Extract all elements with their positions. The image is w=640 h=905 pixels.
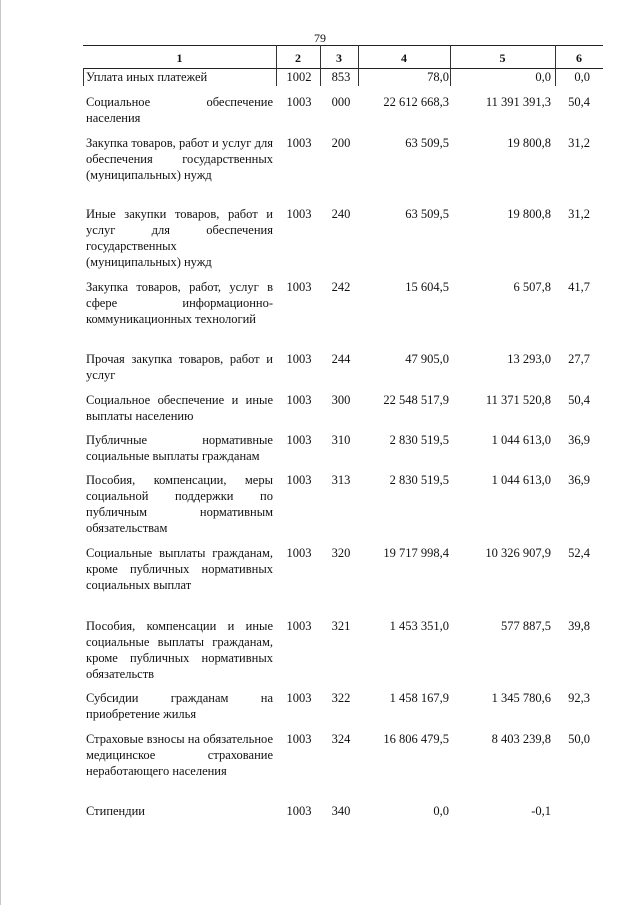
planned-value: 2 830 519,5 (389, 473, 449, 487)
expense-type-code: 242 (331, 280, 351, 294)
actual-value: 11 391 391,3 (485, 95, 551, 109)
row-name: Прочая закупка товаров, работ и услуг (86, 352, 273, 382)
row-divider (555, 68, 556, 86)
expense-type-code: 240 (331, 207, 351, 221)
column-header: 1 (176, 51, 183, 65)
expense-type-code: 310 (331, 433, 351, 447)
row-divider (83, 68, 84, 86)
percent-value: 52,4 (568, 546, 590, 560)
row-name: Социальное обеспечение населения (86, 95, 273, 125)
row-name: Социальные выплаты гражданам, кроме публичных нормативных социальных выплат (86, 546, 273, 592)
row-name: Закупка товаров, работ, услуг в сфере информационно-коммуникационных технологий (86, 280, 273, 326)
table-header (83, 46, 603, 68)
planned-value: 47 905,0 (405, 352, 449, 366)
planned-value: 63 509,5 (405, 207, 449, 221)
expense-type-code: 244 (331, 352, 351, 366)
row-name: Закупка товаров, работ и услуг для обеспечения государственных (муниципальных) нужд (86, 136, 273, 182)
section-code: 1003 (286, 619, 312, 633)
page-number: 79 (314, 31, 326, 45)
expense-type-code: 300 (331, 393, 351, 407)
percent-value: 31,2 (568, 136, 590, 150)
percent-value: 27,7 (568, 352, 590, 366)
planned-value: 19 717 998,4 (383, 546, 449, 560)
section-code: 1003 (286, 804, 312, 818)
row-name: Публичные нормативные социальные выплаты гражданам (86, 433, 273, 463)
percent-value: 0,0 (574, 70, 590, 84)
section-code: 1003 (286, 95, 312, 109)
section-code: 1003 (286, 433, 312, 447)
planned-value: 2 830 519,5 (389, 433, 449, 447)
section-code: 1003 (286, 393, 312, 407)
expense-type-code: 853 (331, 70, 351, 84)
actual-value: 6 507,8 (513, 280, 551, 294)
percent-value: 39,8 (568, 619, 590, 633)
column-header: 3 (336, 51, 342, 65)
planned-value: 22 548 517,9 (383, 393, 449, 407)
percent-value: 31,2 (568, 207, 590, 221)
column-header: 6 (576, 51, 582, 65)
row-divider (320, 68, 321, 86)
percent-value: 41,7 (568, 280, 590, 294)
actual-value: 13 293,0 (507, 352, 551, 366)
section-code: 1003 (286, 136, 312, 150)
percent-value: 36,9 (568, 433, 590, 447)
section-code: 1002 (286, 70, 312, 84)
planned-value: 15 604,5 (405, 280, 449, 294)
row-name: Пособия, компенсации, меры социальной поддержки по публичным нормативным обязательствам (86, 473, 273, 535)
actual-value: 10 326 907,9 (485, 546, 551, 560)
percent-value: 92,3 (568, 691, 590, 705)
actual-value: 19 800,8 (507, 207, 551, 221)
planned-value: 1 453 351,0 (389, 619, 449, 633)
expense-type-code: 322 (331, 691, 351, 705)
percent-value: 50,4 (568, 393, 590, 407)
actual-value: 19 800,8 (507, 136, 551, 150)
section-code: 1003 (286, 352, 312, 366)
expense-type-code: 320 (331, 546, 351, 560)
expense-type-code: 313 (331, 473, 351, 487)
planned-value: 78,0 (427, 70, 449, 84)
actual-value: 1 044 613,0 (491, 473, 551, 487)
row-divider (450, 68, 451, 86)
row-name: Уплата иных платежей (86, 70, 208, 84)
section-code: 1003 (286, 473, 312, 487)
expense-type-code: 000 (331, 95, 351, 109)
planned-value: 16 806 479,5 (383, 732, 449, 746)
actual-value: 1 345 780,6 (491, 691, 551, 705)
actual-value: -0,1 (531, 804, 551, 818)
column-header: 5 (499, 51, 506, 65)
actual-value: 1 044 613,0 (491, 433, 551, 447)
scan-margin-line (0, 0, 1, 905)
row-name: Пособия, компенсации и иные социальные выплаты гражданам, кроме публичных нормативных обязательств (86, 619, 273, 681)
row-name: Стипендии (86, 804, 145, 818)
row-name: Социальное обеспечение и иные выплаты населению (86, 393, 273, 423)
actual-value: 11 371 520,8 (485, 393, 551, 407)
expense-type-code: 200 (331, 136, 351, 150)
planned-value: 22 612 668,3 (383, 95, 449, 109)
column-header: 4 (401, 51, 407, 65)
expense-type-code: 340 (331, 804, 351, 818)
actual-value: 577 887,5 (501, 619, 551, 633)
row-name: Страховые взносы на обязательное медицинское страхование неработающего населения (86, 732, 273, 778)
section-code: 1003 (286, 280, 312, 294)
row-name: Иные закупки товаров, работ и услуг для обеспечения государственных (муниципальных) нужд (86, 207, 273, 269)
section-code: 1003 (286, 546, 312, 560)
actual-value: 0,0 (535, 70, 551, 84)
planned-value: 63 509,5 (405, 136, 449, 150)
column-header: 2 (295, 51, 301, 65)
section-code: 1003 (286, 207, 312, 221)
planned-value: 0,0 (433, 804, 449, 818)
section-code: 1003 (286, 691, 312, 705)
percent-value: 36,9 (568, 473, 590, 487)
expense-type-code: 321 (331, 619, 351, 633)
section-code: 1003 (286, 732, 312, 746)
expense-type-code: 324 (331, 732, 351, 746)
row-divider (276, 68, 277, 86)
actual-value: 8 403 239,8 (491, 732, 551, 746)
planned-value: 1 458 167,9 (389, 691, 449, 705)
row-name: Субсидии гражданам на приобретение жилья (86, 691, 273, 721)
percent-value: 50,4 (568, 95, 590, 109)
percent-value: 50,0 (568, 732, 590, 746)
